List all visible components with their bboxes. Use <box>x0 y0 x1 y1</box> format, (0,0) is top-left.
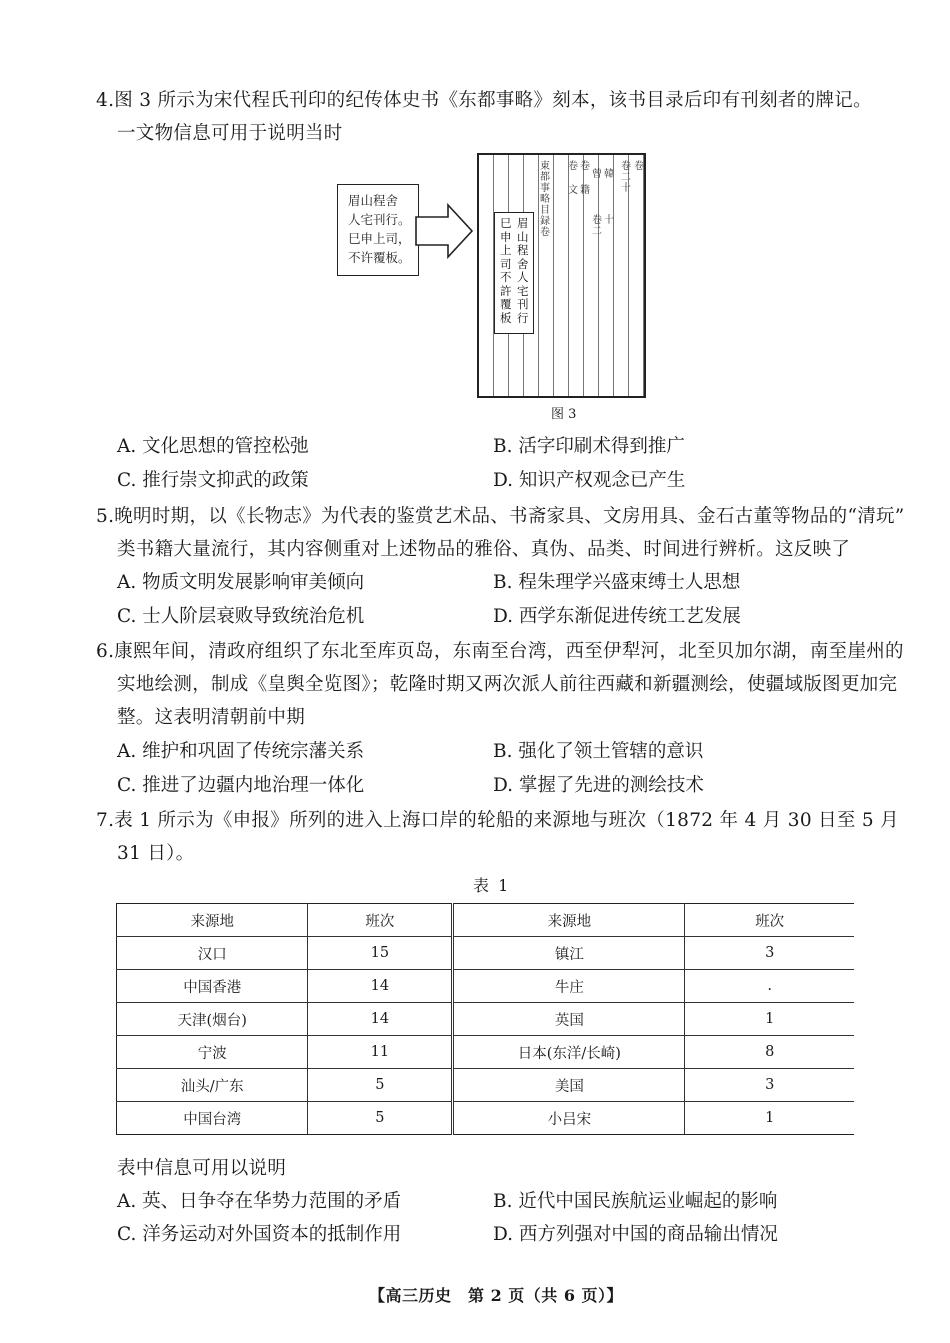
book-column-text: 十 <box>604 215 614 226</box>
q7-stem-line-2: 31 日）。 <box>117 843 195 864</box>
q7-question-line: 表中信息可用以说明 <box>117 1158 287 1179</box>
book-column-text: 卷 <box>540 227 550 238</box>
q5-option-d[interactable]: D. 西学东渐促进传统工艺发展 <box>493 606 741 627</box>
book-column-text: 籍 <box>580 185 590 196</box>
table-header-row <box>117 904 855 937</box>
q6-option-c[interactable]: C. 推进了边疆内地治理一体化 <box>117 775 365 796</box>
q6-stem-line-1: 6.康熙年间，清政府组织了东北至库页岛，东南至台湾，西至伊犁河，北至贝加尔湖，南至崖州的 <box>96 641 904 662</box>
q7-option-b[interactable]: B. 近代中国民族航运业崛起的影响 <box>493 1191 778 1212</box>
table-cell: 14 <box>308 970 453 1003</box>
table-cell: 3 <box>685 1069 854 1102</box>
book-column-text: 卷 <box>580 161 590 172</box>
figure-callout-box <box>337 184 419 276</box>
table-cell: 8 <box>685 1036 854 1069</box>
table-cell: 3 <box>685 937 854 970</box>
table-cell: 5 <box>308 1069 453 1102</box>
table-cell: 天津(烟台) <box>117 1003 308 1036</box>
q5-stem-line-1: 5.晚明时期，以《长物志》为代表的鉴赏艺术品、书斋家具、文房用具、金石古董等物品的“清玩” <box>96 506 905 527</box>
q6-option-d[interactable]: D. 掌握了先进的测绘技术 <box>493 775 704 796</box>
table-cell: 11 <box>308 1036 453 1069</box>
table-cell: 中国台湾 <box>117 1102 308 1135</box>
q4-stem-line-2: 一文物信息可用于说明当时 <box>117 123 343 144</box>
table-cell: 15 <box>308 937 453 970</box>
callout-line: 人宅刊行。 <box>348 212 411 227</box>
table-cell: . <box>685 970 854 1003</box>
table-cell: 镇江 <box>453 937 685 970</box>
callout-line: 不许覆板。 <box>348 250 411 265</box>
right-arrow-icon <box>414 203 476 259</box>
table-cell: 英国 <box>453 1003 685 1036</box>
q5-option-a[interactable]: A. 物质文明发展影响审美倾向 <box>117 572 365 593</box>
table-cell: 5 <box>308 1102 453 1135</box>
table-row <box>117 1036 855 1069</box>
callout-line: 眉山程舍 <box>348 193 399 208</box>
book-column-text: 文 <box>568 185 578 196</box>
q7-option-c[interactable]: C. 洋务运动对外国资本的抵制作用 <box>117 1224 402 1245</box>
q5-option-b[interactable]: B. 程朱理学兴盛束缚士人思想 <box>493 572 741 593</box>
table-row <box>117 1102 855 1135</box>
q7-option-a[interactable]: A. 英、日争夺在华势力范围的矛盾 <box>117 1191 402 1212</box>
stamp-column: 巳申上司不許覆板 <box>500 216 512 325</box>
q6-option-a[interactable]: A. 维护和巩固了传统宗藩关系 <box>117 741 365 762</box>
table-cell: 汕头/广东 <box>117 1069 308 1102</box>
book-column-text: 卷 <box>634 161 644 172</box>
page-footer: 【高三历史 第 2 页（共 6 页）】 <box>369 1286 624 1305</box>
table-cell: 日本(东洋/长崎) <box>453 1036 685 1069</box>
table-row <box>117 1069 855 1102</box>
q5-stem-line-2: 类书籍大量流行，其内容侧重对上述物品的雅俗、真伪、品类、时间进行辨析。这反映了 <box>117 539 851 560</box>
table-cell: 中国香港 <box>117 970 308 1003</box>
q5-option-c[interactable]: C. 士人阶层衰败导致统治危机 <box>117 606 365 627</box>
table-cell: 宁波 <box>117 1036 308 1069</box>
q6-option-b[interactable]: B. 强化了领土管辖的意识 <box>493 741 704 762</box>
q4-stem-line-1: 4.图 3 所示为宋代程氏刊印的纪传体史书《东都事略》刻本，该书目录后印有刊刻者的牌记。 <box>96 90 872 111</box>
q7-option-d[interactable]: D. 西方列强对中国的商品输出情况 <box>493 1224 778 1245</box>
table-row <box>117 1003 855 1036</box>
table-cell: 小吕宋 <box>453 1102 685 1135</box>
q4-option-a[interactable]: A. 文化思想的管控松弛 <box>117 436 309 457</box>
q6-stem-line-2: 实地绘测，制成《皇舆全览图》；乾隆时期又两次派人前往西藏和新疆测绘，使疆域版图更加完 <box>117 674 898 695</box>
table-cell: 汉口 <box>117 937 308 970</box>
book-column-text: 韓 <box>604 169 614 180</box>
book-column-text: 卷二 <box>592 215 602 237</box>
table-row <box>117 970 855 1003</box>
book-column-text: 卷二十 <box>621 161 631 194</box>
table-cell: 14 <box>308 1003 453 1036</box>
table-cell: 牛庄 <box>453 970 685 1003</box>
book-column-text: 東都事略目録 <box>540 161 550 227</box>
table-header-cell: 来源地 <box>453 904 685 937</box>
table-row <box>117 937 855 970</box>
q4-option-d[interactable]: D. 知识产权观念已产生 <box>493 470 686 491</box>
table-header-cell: 班次 <box>685 904 854 937</box>
q6-stem-line-3: 整。这表明清朝前中期 <box>117 707 306 728</box>
q4-option-b[interactable]: B. 活字印刷术得到推广 <box>493 436 685 457</box>
book-column-text: 卷 <box>568 161 578 172</box>
figure-caption: 图 3 <box>551 407 577 422</box>
table-cell: 1 <box>685 1003 854 1036</box>
table-caption: 表 1 <box>473 876 511 895</box>
q4-option-c[interactable]: C. 推行崇文抑武的政策 <box>117 470 309 491</box>
table-header-cell: 来源地 <box>117 904 308 937</box>
book-page-image <box>477 153 646 398</box>
table-cell: 1 <box>685 1102 854 1135</box>
table-cell: 美国 <box>453 1069 685 1102</box>
table-header-cell: 班次 <box>308 904 453 937</box>
q7-stem-line-1: 7.表 1 所示为《申报》所列的进入上海口岸的轮船的来源地与班次（1872 年 4 月 30 日至 5 月 <box>96 810 899 831</box>
callout-line: 巳申上司， <box>348 231 411 246</box>
book-column-text: 曾 <box>592 169 602 180</box>
stamp-column: 眉山程舍人宅刊行 <box>517 216 529 325</box>
ship-arrivals-table <box>116 903 854 1135</box>
printer-colophon-stamp <box>494 212 534 334</box>
